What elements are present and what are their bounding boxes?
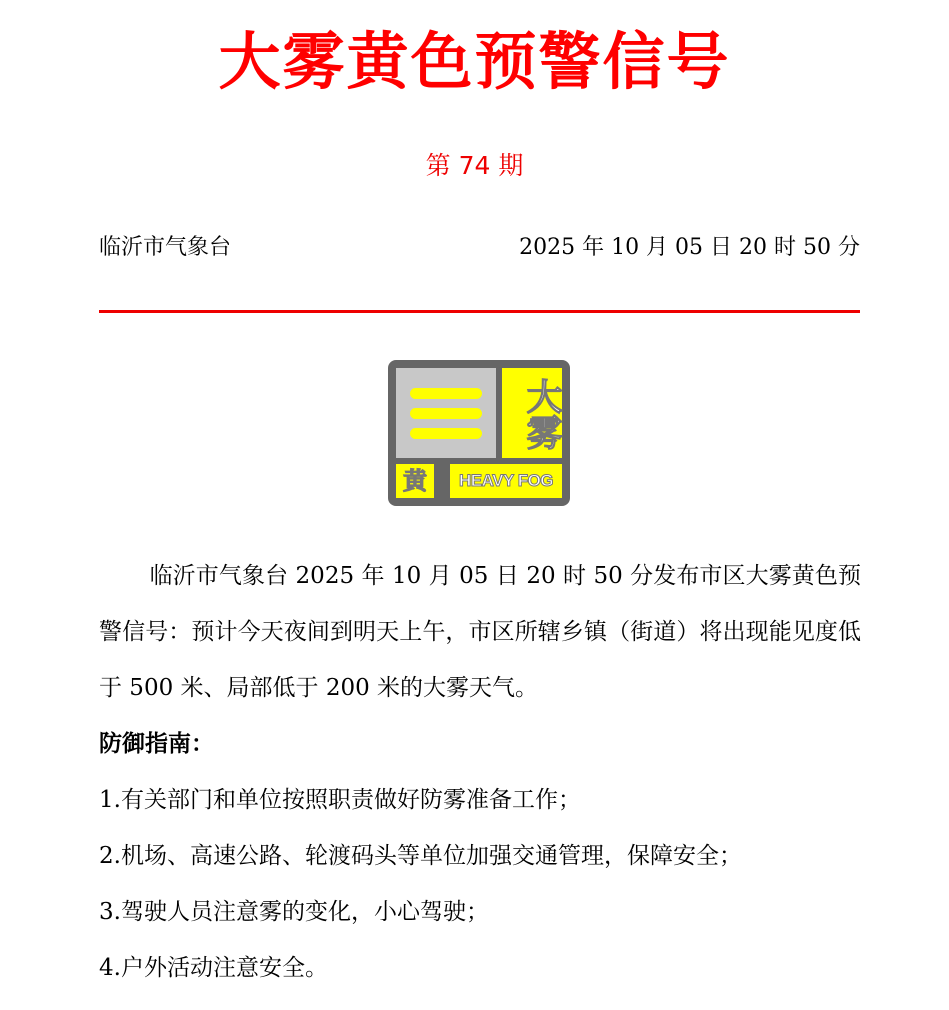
red-divider — [99, 310, 860, 313]
heavy-fog-yellow-warning-icon — [388, 360, 570, 506]
page-title: 大雾黄色预警信号 — [218, 25, 731, 98]
guide-item: 1.有关部门和单位按照职责做好防雾准备工作； — [99, 787, 581, 813]
fog-bars-panel — [396, 368, 496, 458]
guide-item: 3.驾驶人员注意雾的变化，小心驾驶； — [99, 899, 489, 925]
warning-paragraph: 临沂市气象台 2025 年 10 月 05 日 20 时 50 分发布市区大雾黄色预警信号：预计今天夜间到明天上午，市区所辖乡镇（街道）将出现能见度低于 500 米、局部低于 200 米的大雾天气。 — [99, 563, 861, 701]
signal-level-char: 黄 — [396, 464, 434, 498]
agency: 临沂市气象台 — [99, 235, 232, 260]
guide-item: 2.机场、高速公路、轮渡码头等单位加强交通管理，保障安全； — [99, 843, 742, 869]
fog-bar — [410, 428, 482, 439]
signal-char-big: 大雾 — [502, 368, 562, 458]
fog-bar — [410, 408, 482, 419]
warning-content — [99, 548, 861, 996]
guide-title: 防御指南： — [99, 730, 214, 757]
header — [99, 230, 860, 261]
signal-english: HEAVY FOG — [450, 464, 562, 498]
fog-bar — [410, 388, 482, 399]
guide-item: 4.户外活动注意安全。 — [99, 955, 328, 981]
issue-number: 第 74 期 — [425, 151, 524, 180]
issue-datetime: 2025 年 10 月 05 日 20 时 50 分 — [519, 235, 860, 260]
